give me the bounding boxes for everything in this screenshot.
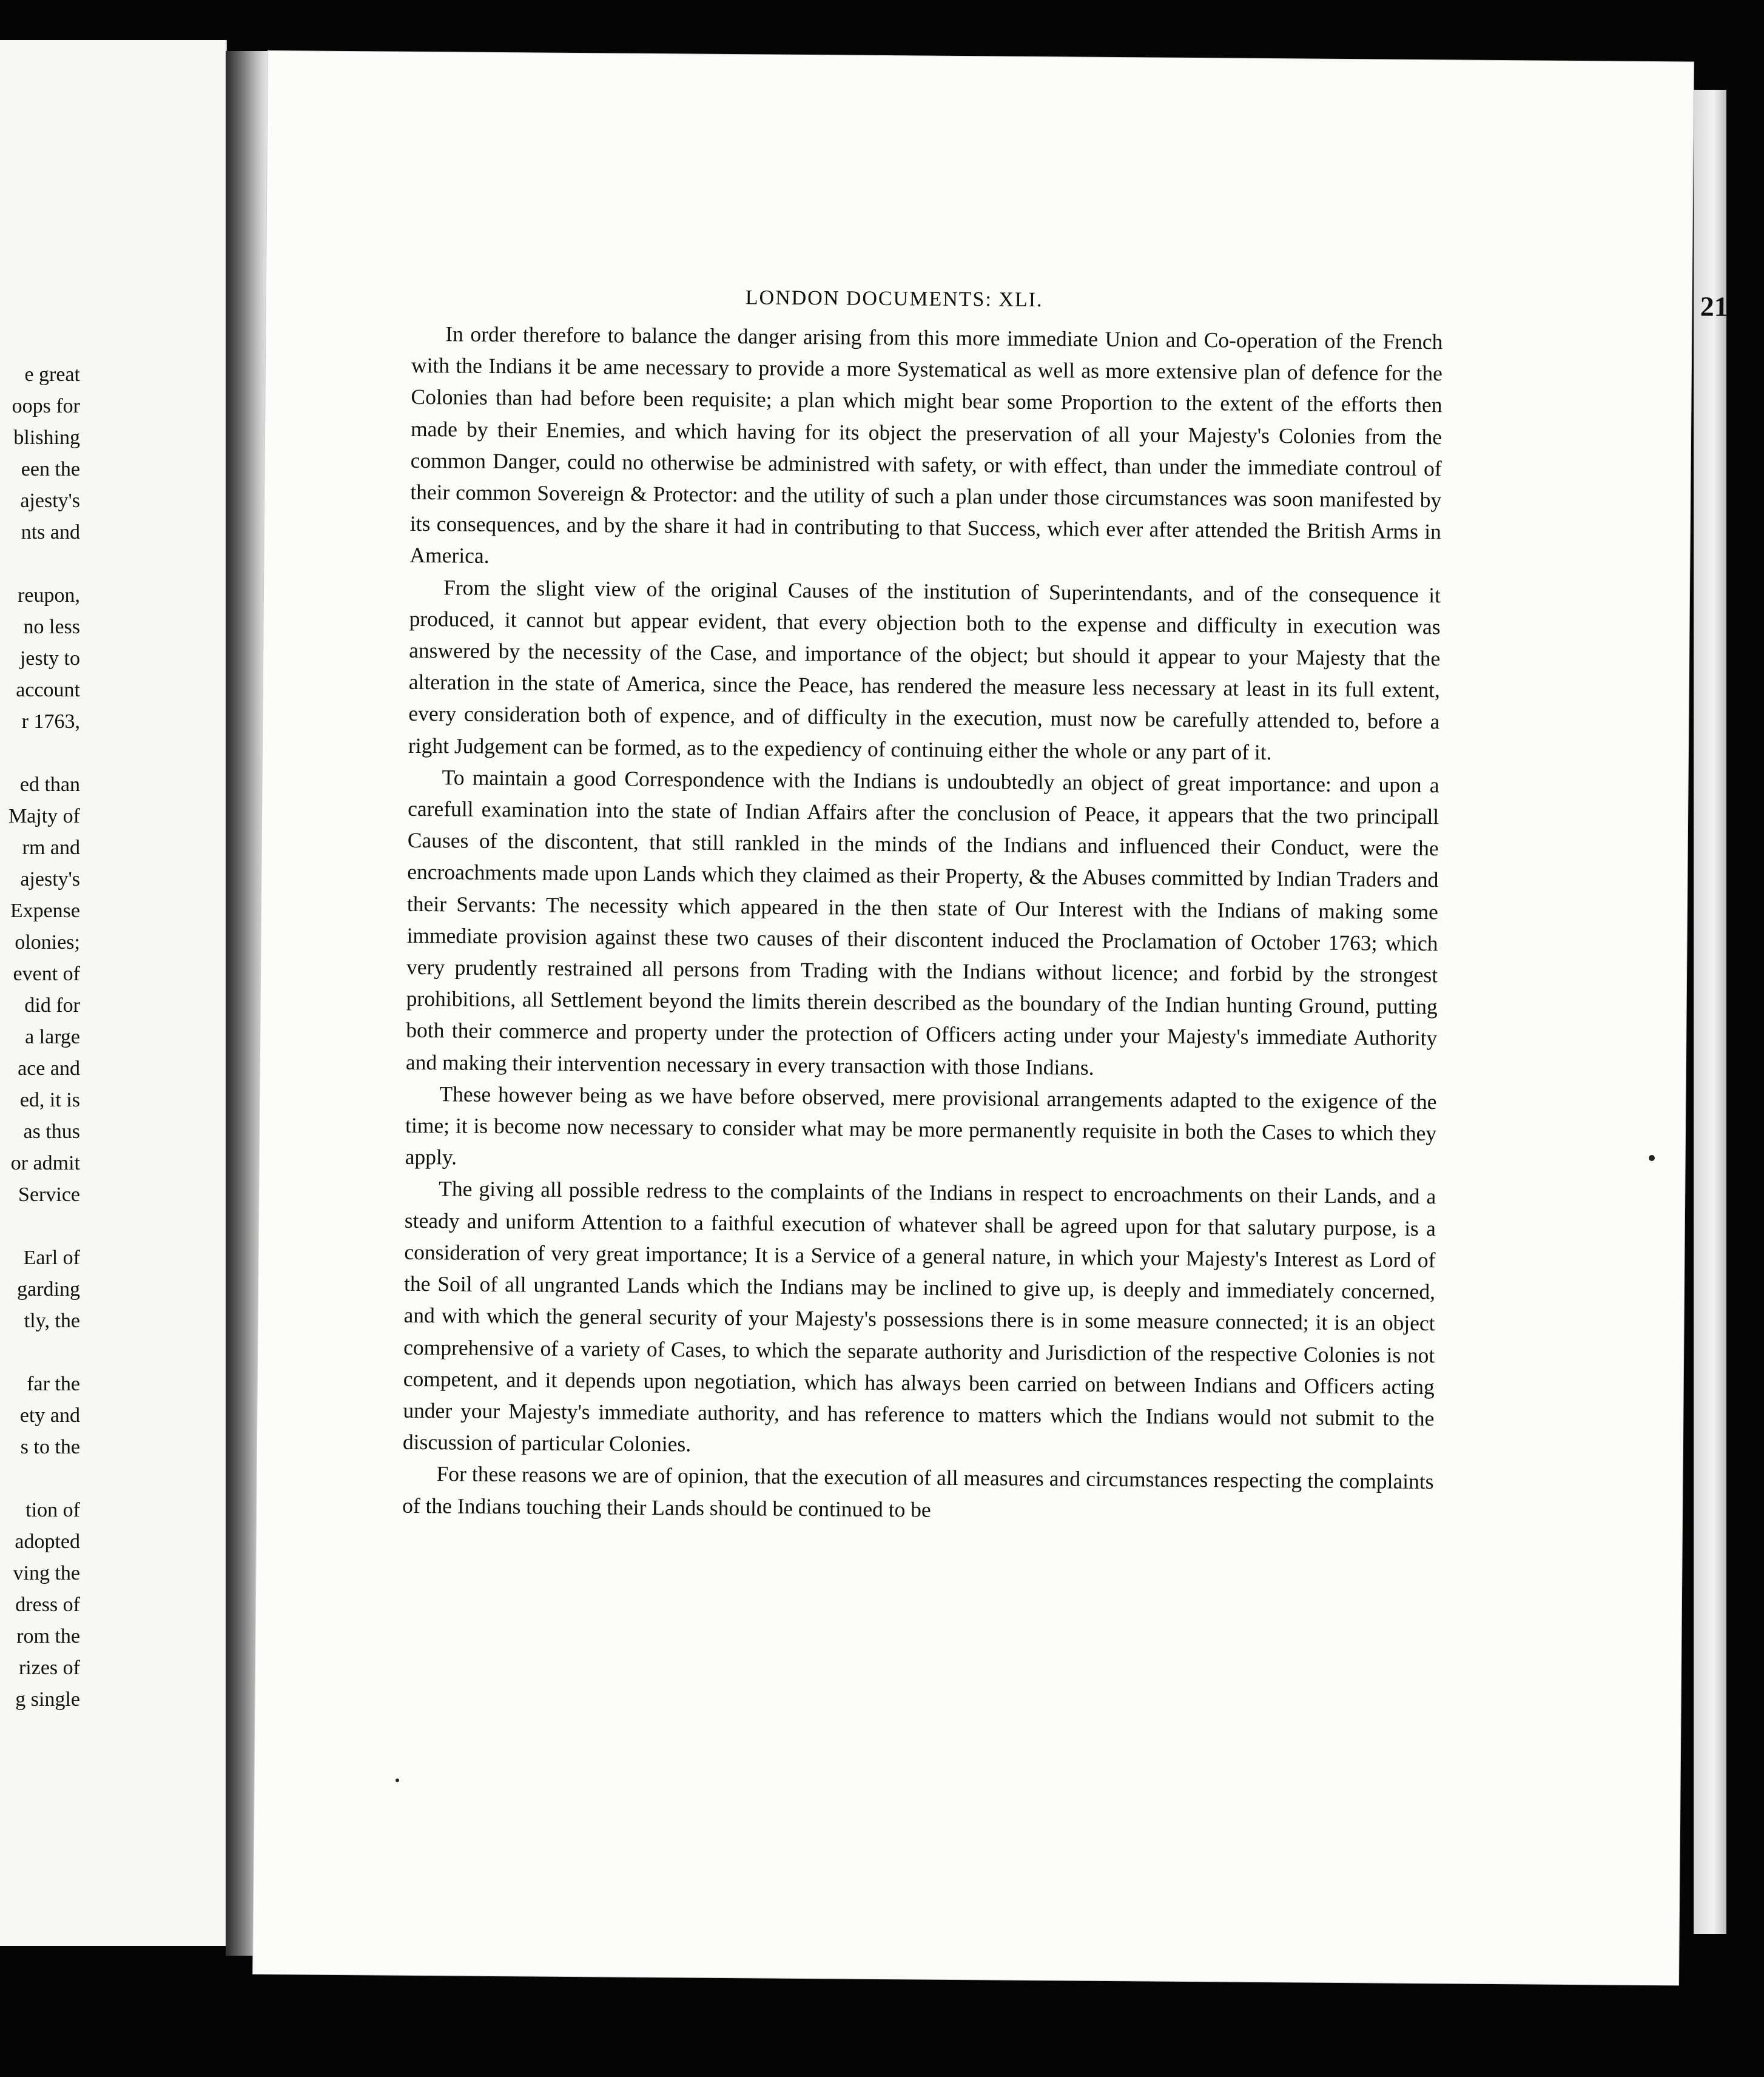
left-page-line: Expense (10, 900, 80, 922)
left-page-line: rm and (22, 837, 80, 859)
left-page-line: rom the (16, 1625, 80, 1648)
left-page-line: jesty to (19, 647, 80, 670)
left-page-line: olonies; (15, 931, 80, 954)
left-page-line: blishing (13, 426, 80, 449)
left-page-line: far the (27, 1373, 80, 1395)
left-page-line: s to the (20, 1436, 80, 1458)
left-page-line: a large (25, 1026, 80, 1048)
left-page-line: or admit (10, 1152, 80, 1174)
left-page-line: ajesty's (20, 490, 80, 512)
left-page-gap (0, 1463, 80, 1495)
paragraph: The giving all possible redress to the complaints of the Indians in respect to encroachments on their Lands, and a steady and uniform Attention to a faithful execution of whatever shall be agreed upon for that salutary purpose, is a consideration of very great importance; It is a Service of a general nature, in which your Majesty's Interest as Lord of the Soil of all ungranted Lands which the Indians may be inclined to give up, is deeply and immediately concerned, and with which the general security of your Majesty's possessions there is in some measure connected; it is an object comprehensive of a variety of Cases, to which the separate authority and Jurisdiction of the respective Colonies is not competent, and it depends upon negotiation, which has always been carried on between Indians and Officers acting under your Majesty's immediate authority, and has reference to matters which the Indians would not submit to the discussion of particular Colonies. (402, 1176, 1436, 1456)
left-page-line: tly, the (24, 1310, 80, 1332)
left-page (0, 40, 227, 1946)
left-page-line: Earl of (23, 1247, 80, 1269)
left-page-gap (0, 1211, 80, 1242)
left-page-line: ving the (13, 1562, 80, 1584)
left-page-line: Majty of (8, 805, 80, 827)
paragraph: For these reasons we are of opinion, that the execution of all measures and circumstances respecting the complaints of the Indians touching their Lands should be continued to be (402, 1461, 1434, 1522)
right-page (253, 51, 1728, 1985)
left-page-line: garding (17, 1278, 80, 1301)
left-page-line: nts and (21, 521, 80, 544)
left-page-line: reupon, (18, 584, 80, 607)
left-page-line: no less (23, 616, 80, 638)
left-page-line: account (16, 679, 80, 701)
left-page-line: Service (18, 1183, 80, 1206)
scan-speck (1649, 1155, 1655, 1161)
page-edge (1694, 90, 1726, 1934)
left-page-line: r 1763, (21, 710, 80, 733)
left-page-line: adopted (15, 1530, 80, 1553)
left-page-line: een the (21, 458, 80, 480)
left-page-gap (0, 548, 80, 580)
left-page-line: tion of (25, 1499, 80, 1521)
left-page-line: did for (24, 994, 80, 1017)
left-page-line: ety and (19, 1404, 80, 1427)
paragraph: In order therefore to balance the danger arising from this more immediate Union and Co-operation of the French with the Indians it be ame necessary to provide a more Systematical as well as more extensive plan of defence for the Colonies than had before been requisite; a plan which might bear some Proportion to the extent of the efforts then made by their Enemies, and which having for its object the preservation of all your Majesty's Colonies from the common Danger, could no otherwise be administred with safety, or with effect, than under the immediate controul of their common Sovereign & Protector: and the utility of such a plan under those circumstances was soon manifested by its consequences, and by the share it had in contributing to that Success, which ever after attended the British Arms in America. (409, 321, 1443, 568)
left-page-gap (0, 738, 80, 769)
left-page-text (0, 359, 80, 1715)
scan-speck (396, 1779, 399, 1782)
left-page-line: ace and (18, 1057, 80, 1080)
paragraph: These however being as we have before observed, mere provisional arrangements adapted to the exigence of the time; it is become now necessary to consider what may be more permanently requisite in both the Cases to which they apply. (405, 1082, 1437, 1170)
body-text (402, 318, 1443, 1529)
paragraph: To maintain a good Correspondence with the Indians is undoubtedly an object of great importance: and upon a carefull examination into the state of Indian Affairs after the conclusion of Peace, it appears that the two principall Causes of the discontent, that still rankled in the minds of the Indians and influenced their Conduct, were the encroachments made upon Lands which they claimed as their Property, & the Abuses committed by Indian Traders and their Servants: The necessity which appeared in the then state of Our Interest with the Indians of making some immediate provision against these two causes of their discontent induced the Proclamation of October 1763; which very prudently restrained all persons from Trading with the Indians without licence; and forbid by the strongest prohibitions, all Settlement beyond the limits therein described as the boundary of the Indian hunting Ground, putting both their commerce and property under the protection of Officers acting under your Majesty's immediate Authority and making their intervention necessary in every transaction with those Indians. (405, 765, 1439, 1080)
left-page-line: rizes of (18, 1657, 80, 1679)
left-page-gap (0, 1337, 80, 1368)
left-page-line: e great (24, 363, 80, 386)
left-page-line: oops for (12, 395, 80, 417)
left-page-line: ed than (19, 773, 80, 796)
page-number: 21 (1700, 291, 1728, 322)
left-page-line: event of (13, 963, 80, 985)
running-header (745, 286, 1728, 322)
left-page-line: as thus (23, 1120, 80, 1143)
paragraph: From the slight view of the original Causes of the institution of Superintendants, and of the consequence it produced, it cannot but appear evident, that every objection both to the expense and difficulty in execution was answered by the necessity of the Case, and importance of the object; but should it appear to your Majesty that the alteration in the state of America, since the Peace, has rendered the measure less necessary at least in its full extent, every consideration both of expence, and of difficulty in the execution, must now be carefully attended to, before a right Judgement can be formed, as to the expediency of continuing either the whole or any part of it. (408, 574, 1441, 764)
running-header-title: LONDON DOCUMENTS: XLI. (745, 286, 1043, 312)
left-page-line: g single (15, 1688, 80, 1711)
left-page-line: ajesty's (20, 868, 80, 890)
left-page-line: ed, it is (19, 1089, 80, 1111)
left-page-line: dress of (15, 1594, 80, 1616)
